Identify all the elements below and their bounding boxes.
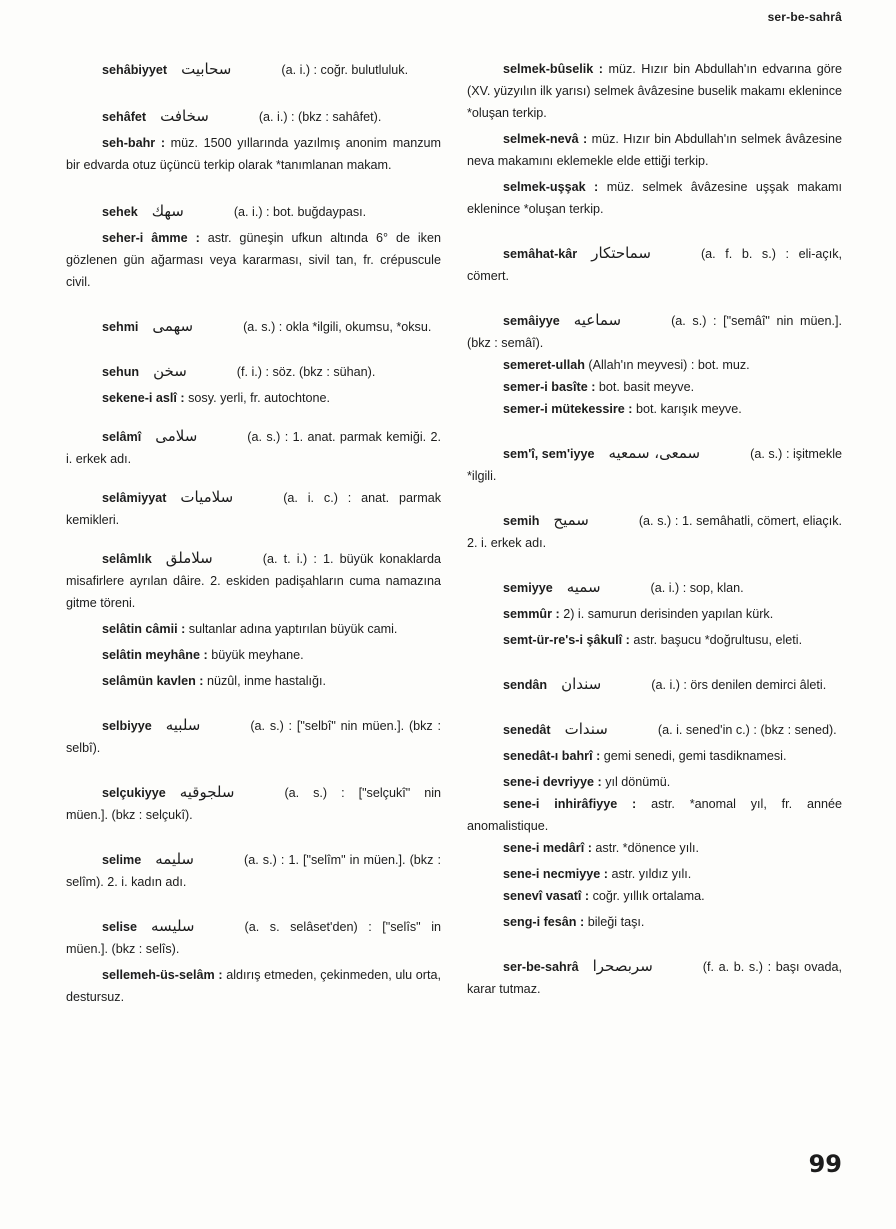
dictionary-entry-sellemeh (66, 964, 441, 1008)
definition: astr. başucu *doğrultusu, eleti. (633, 633, 803, 647)
dictionary-entry-selami (66, 425, 441, 470)
dictionary-entry-selatin-camii (66, 618, 441, 640)
headword: selâmün kavlen : (102, 674, 204, 688)
dictionary-entry-sene-i-inhirafiyye (467, 793, 842, 837)
definition: büyük meyhane. (211, 648, 304, 662)
ottoman-script: سميح (553, 511, 589, 529)
definition: bot. karışık meyve. (636, 402, 742, 416)
headword: semt-ür-re's-i şâkulî : (503, 633, 630, 647)
dictionary-entry-senedat-i-bahri (467, 745, 842, 767)
headword: semâhat-kâr (503, 247, 578, 261)
headword: ser-be-sahrâ (503, 960, 579, 974)
definition: (f. a. b. s.) : başı ovada, karar tutmaz. (467, 960, 842, 996)
running-header: ser-be-sahrâ (767, 10, 842, 24)
definition: sultanlar adına yaptırılan büyük cami. (188, 622, 398, 636)
definition: (a. s.) : ["semâî" nin müen.]. (bkz : semâî). (467, 314, 842, 350)
definition: gemi senedi, gemi tasdiknamesi. (603, 749, 787, 763)
headword: selmek-nevâ : (503, 132, 588, 146)
ottoman-script: سندان (561, 675, 602, 693)
headword: senedât (503, 723, 551, 737)
headword: semâiyye (503, 314, 560, 328)
dictionary-entry-selime (66, 848, 441, 893)
definition: müz. Hızır bin Abdullah'ın edvarına göre (XV. yüzyılın ilk yarısı) selmek âvâzesine buselik makamı eklenince *oluşan terkip. (467, 62, 842, 120)
definition: 2) i. samurun derisinden yapılan kürk. (563, 607, 774, 621)
definition: (a. f. b. s.) : eli-açık, cömert. (467, 247, 842, 283)
dictionary-entry-semt-ur-res (467, 629, 842, 651)
ottoman-script: سماحتكار (591, 244, 651, 262)
headword: selâtin câmii : (102, 622, 186, 636)
definition: (Allah'ın meyvesi) : bot. muz. (588, 358, 750, 372)
headword: senevî vasatî : (503, 889, 590, 903)
headword: sene-i necmiyye : (503, 867, 608, 881)
dictionary-entry-sekene-i-asli (66, 387, 441, 409)
definition: (a. i.) : coğr. bulutluluk. (281, 63, 409, 77)
ottoman-script: سهمى (152, 317, 194, 335)
headword: seng-i fesân : (503, 915, 585, 929)
ottoman-script: سلامى (155, 427, 198, 445)
definition: yıl dönümü. (605, 775, 671, 789)
headword: semeret-ullah (503, 358, 585, 372)
dictionary-entry-senevi-vasati (467, 885, 842, 907)
headword: semiyye (503, 581, 553, 595)
definition: (a. s.) : 1. anat. parmak kemiği. 2. i. erkek adı. (66, 430, 441, 466)
left-column (66, 58, 441, 1008)
ottoman-script: سلاميات (180, 488, 234, 506)
dictionary-entry-selmek-ussak (467, 176, 842, 220)
definition: bileği taşı. (587, 915, 645, 929)
definition: astr. güneşin ufkun altında 6° de iken gözlenen gün ağarması veya kararması, sivil tan, fr. crépuscule civil. (66, 231, 441, 289)
dictionary-entry-selamlik (66, 547, 441, 614)
headword: selâmiyyat (102, 491, 167, 505)
definition: astr. yıldız yılı. (611, 867, 692, 881)
definition: müz. 1500 yıllarında yazılmış anonim manzum bir edvarda otuz üçüncü terkip olarak *tanımlanan makam. (66, 136, 441, 172)
headword: sem'î, sem'iyye (503, 447, 595, 461)
headword: semmûr : (503, 607, 560, 621)
headword: selbiyye (102, 719, 152, 733)
headword: senedât-ı bahrî : (503, 749, 601, 763)
definition: aldırış etmeden, çekinmeden, ulu orta, destursuz. (66, 968, 441, 1004)
dictionary-entry-selamiyyat (66, 486, 441, 531)
dictionary-entry-sehafet (66, 105, 441, 128)
headword: selmek-uşşak : (503, 180, 599, 194)
dictionary-entry-selmek-neva (467, 128, 842, 172)
ottoman-script: سليسه (151, 917, 195, 935)
definition: (a. s.) : ["selbî" nin müen.]. (bkz : selbî). (66, 719, 441, 755)
headword: selime (102, 853, 142, 867)
headword: selâtin meyhâne : (102, 648, 208, 662)
headword: selise (102, 920, 138, 934)
ottoman-script: سلجوقيه (179, 783, 235, 801)
headword: semih (503, 514, 540, 528)
ottoman-script: سليمه (155, 850, 194, 868)
headword: sene-i inhirâfiyye : (503, 797, 637, 811)
definition: müz. Hızır bin Abdullah'ın selmek âvâzesine neva makamını eklemekle elde ettiği terkip. (467, 132, 842, 168)
definition: sosy. yerli, fr. autochtone. (188, 391, 330, 405)
definition: (a. i. c.) : anat. parmak kemikleri. (66, 491, 441, 527)
headword: sendân (503, 678, 548, 692)
ottoman-script: سخافت (160, 107, 209, 125)
definition: nüzûl, inme hastalığı. (207, 674, 327, 688)
definition: (a. i.) : bot. buğdaypası. (233, 205, 367, 219)
dictionary-entry-sendan (467, 673, 842, 696)
dictionary-entry-sehek (66, 200, 441, 223)
ottoman-script: سلبيه (165, 716, 201, 734)
headword: semer-i mütekessire : (503, 402, 633, 416)
headword: selmek-bûselik : (503, 62, 603, 76)
headword: sehâbiyyet (102, 63, 168, 77)
dictionary-entry-seh-bahr (66, 132, 441, 176)
headword: sekene-i aslî : (102, 391, 185, 405)
dictionary-entry-semaiyye (467, 309, 842, 354)
definition: müz. selmek âvâzesine uşşak makamı eklenince *oluşan terkip. (467, 180, 842, 216)
ottoman-script: سربصحرا (592, 957, 653, 975)
dictionary-entry-seher-i-amme (66, 227, 441, 293)
dictionary-entry-sene-i-devriyye (467, 771, 842, 793)
headword: sehâfet (102, 110, 147, 124)
ottoman-script: سميه (566, 578, 601, 596)
headword: seher-i âmme : (102, 231, 200, 245)
definition: coğr. yıllık ortalama. (592, 889, 705, 903)
ottoman-script: سخن (153, 362, 187, 380)
definition: (a. s.) : 1. semâhatli, cömert, eliaçık. 2. i. erkek adı. (467, 514, 842, 550)
dictionary-entry-semmur (467, 603, 842, 625)
headword: sene-i devriyye : (503, 775, 602, 789)
dictionary-entry-semih (467, 509, 842, 554)
ottoman-script: سمعى، سمعيه (608, 444, 701, 462)
dictionary-entry-selise (66, 915, 441, 960)
dictionary-entry-selbiyye (66, 714, 441, 759)
definition: (a. i.) : örs denilen demirci âleti. (651, 678, 827, 692)
dictionary-entry-sehabiyyet (66, 58, 441, 81)
headword: sellemeh-üs-selâm : (102, 968, 223, 982)
dictionary-entry-semer-i-mutekessire (467, 398, 842, 420)
dictionary-entry-selmek-buselik (467, 58, 842, 124)
headword: sehun (102, 365, 140, 379)
dictionary-entry-selamun-kavlen (66, 670, 441, 692)
right-column (467, 58, 842, 1000)
dictionary-entry-semer-i-basite (467, 376, 842, 398)
ottoman-script: سندات (564, 720, 608, 738)
definition: astr. *anomal yıl, fr. année anomalistique. (467, 797, 842, 833)
headword: sene-i medârî : (503, 841, 592, 855)
dictionary-entry-senedat (467, 718, 842, 741)
ottoman-script: سحابيت (181, 60, 232, 78)
dictionary-entry-sehun (66, 360, 441, 383)
definition: bot. basit meyve. (598, 380, 695, 394)
definition: (a. s.) : işitmekle *ilgili. (467, 447, 842, 483)
dictionary-entry-seng-i-fesan (467, 911, 842, 933)
definition: (a. t. i.) : 1. büyük konaklarda misafirlere ayrılan dâire. 2. eskiden padişahların cuma namazına gitme töreni. (66, 552, 441, 610)
headword: sehek (102, 205, 138, 219)
headword: seh-bahr : (102, 136, 166, 150)
definition: (a. s.) : okla *ilgili, okumsu, *oksu. (243, 320, 432, 334)
dictionary-entry-semeret-ullah (467, 354, 842, 376)
headword: semer-i basîte : (503, 380, 596, 394)
ottoman-script: سلاملق (165, 549, 213, 567)
ottoman-script: سهك (151, 202, 184, 220)
definition: (a. s. selâset'den) : ["selîs" in müen.]. (bkz : selîs). (66, 920, 441, 956)
headword: selâmlık (102, 552, 152, 566)
dictionary-entry-semiyye (467, 576, 842, 599)
dictionary-entry-sehmi (66, 315, 441, 338)
dictionary-entry-ser-be-sahra (467, 955, 842, 1000)
dictionary-entry-sene-i-medari (467, 837, 842, 859)
definition: (a. i.) : (bkz : sahâfet). (258, 110, 382, 124)
definition: (f. i.) : söz. (bkz : sühan). (236, 365, 376, 379)
page-number: 99 (808, 1150, 842, 1178)
dictionary-entry-sene-i-necmiyye (467, 863, 842, 885)
dictionary-entry-semahat-kar (467, 242, 842, 287)
ottoman-script: سماعيه (573, 311, 622, 329)
definition: (a. i. sened'in c.) : (bkz : sened). (657, 723, 837, 737)
definition: astr. *dönence yılı. (595, 841, 699, 855)
definition: (a. s.) : ["selçukî" nin müen.]. (bkz : selçukî). (66, 786, 441, 822)
definition: (a. s.) : 1. ["selîm" in müen.]. (bkz : selîm). 2. i. kadın adı. (66, 853, 441, 889)
headword: selçukiyye (102, 786, 166, 800)
headword: sehmi (102, 320, 139, 334)
definition: (a. i.) : sop, klan. (650, 581, 744, 595)
dictionary-entry-selatin-meyhane (66, 644, 441, 666)
headword: selâmî (102, 430, 142, 444)
dictionary-entry-semi (467, 442, 842, 487)
dictionary-entry-selcukiyye (66, 781, 441, 826)
